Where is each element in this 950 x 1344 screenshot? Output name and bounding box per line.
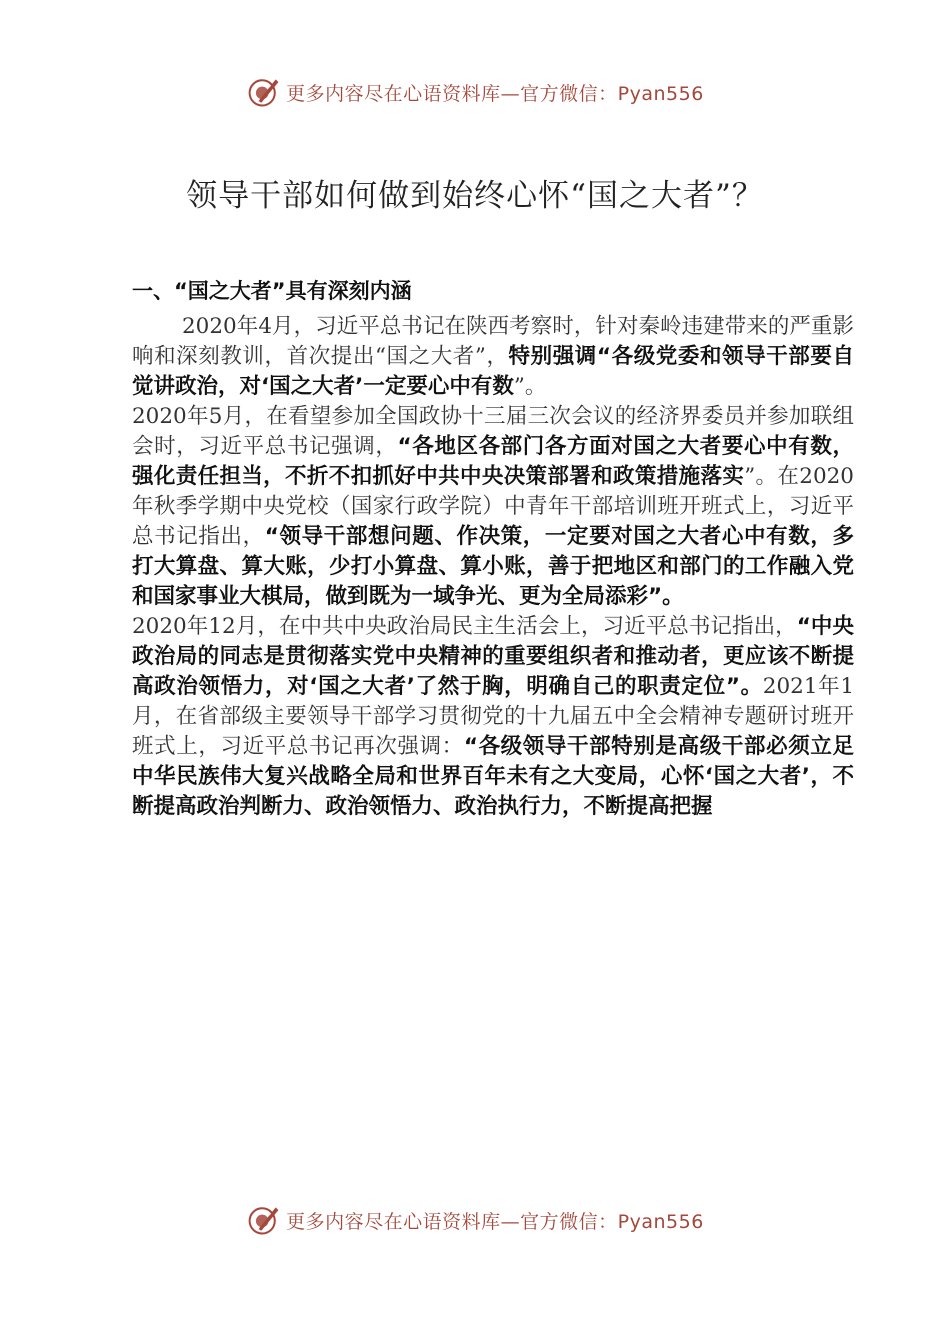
paragraph-text: ”。在2020年秋季学期中央党校（国家行政学院）中青年干部培训班开班式上，习近平总书记指出， — [132, 464, 854, 549]
pen-logo-icon — [246, 1202, 282, 1238]
footer-watermark — [0, 1198, 950, 1242]
pen-logo-icon — [246, 74, 282, 110]
paragraph-text: 2021年1月，在省部级主要领导干部学习贯彻党的十九届五中全会精神专题研讨班开班式上，习近平总书记再次强调： — [132, 674, 854, 759]
document-title: 领导干部如何做到始终心怀“国之大者”？ — [186, 178, 764, 214]
paragraph-text: ”。 — [513, 374, 547, 399]
emphasized-quote: “各级领导干部特别是高级干部必须立足中华民族伟大复兴战略全局和世界百年未有之大变局，心怀‘国之大者’，不断提高政治判断力、政治领悟力、政治执行力，不断提高把握 — [132, 734, 854, 819]
wechat-id: Pyan556 — [617, 82, 704, 105]
header-watermark — [0, 70, 950, 114]
emphasized-quote: “各地区各部门各方面对国之大者要心中有数，强化责任担当，不折不扣抓好中共中央决策部署和政策措施落实 — [132, 434, 854, 489]
document-body — [132, 312, 854, 822]
section-heading: 一、“国之大者”具有深刻内涵 — [132, 279, 412, 303]
paragraph-text: 2020年12月，在中共中央政治局民主生活会上，习近平总书记指出， — [132, 614, 797, 639]
emphasized-quote: “中央政治局的同志是贯彻落实党中央精神的重要组织者和推动者，更应该不断提高政治领悟力，对‘国之大者’了然于胸，明确自己的职责定位”。 — [132, 614, 854, 699]
paragraph-text: 2020年4月，习近平总书记在陕西考察时，针对秦岭违建带来的严重影响和深刻教训，首次提出“国之大者”， — [132, 314, 854, 369]
wechat-id: Pyan556 — [617, 1210, 704, 1233]
watermark-text: 更多内容尽在心语资料库—官方微信：Pyan556 — [286, 1210, 704, 1233]
paragraph — [132, 312, 854, 402]
paragraph — [132, 402, 854, 612]
watermark-text: 更多内容尽在心语资料库—官方微信：Pyan556 — [286, 82, 704, 105]
paragraph — [132, 612, 854, 822]
emphasized-quote: 特别强调“各级党委和领导干部要自觉讲政治，对‘国之大者’一定要心中有数 — [132, 344, 854, 399]
paragraph-text: 2020年5月，在看望参加全国政协十三届三次会议的经济界委员并参加联组会时，习近平总书记强调， — [132, 404, 854, 459]
emphasized-quote: “领导干部想问题、作决策，一定要对国之大者心中有数，多打大算盘、算大账，少打小算盘、算小账，善于把地区和部门的工作融入党和国家事业大棋局，做到既为一域争光、更为全局添彩”。 — [132, 524, 854, 609]
